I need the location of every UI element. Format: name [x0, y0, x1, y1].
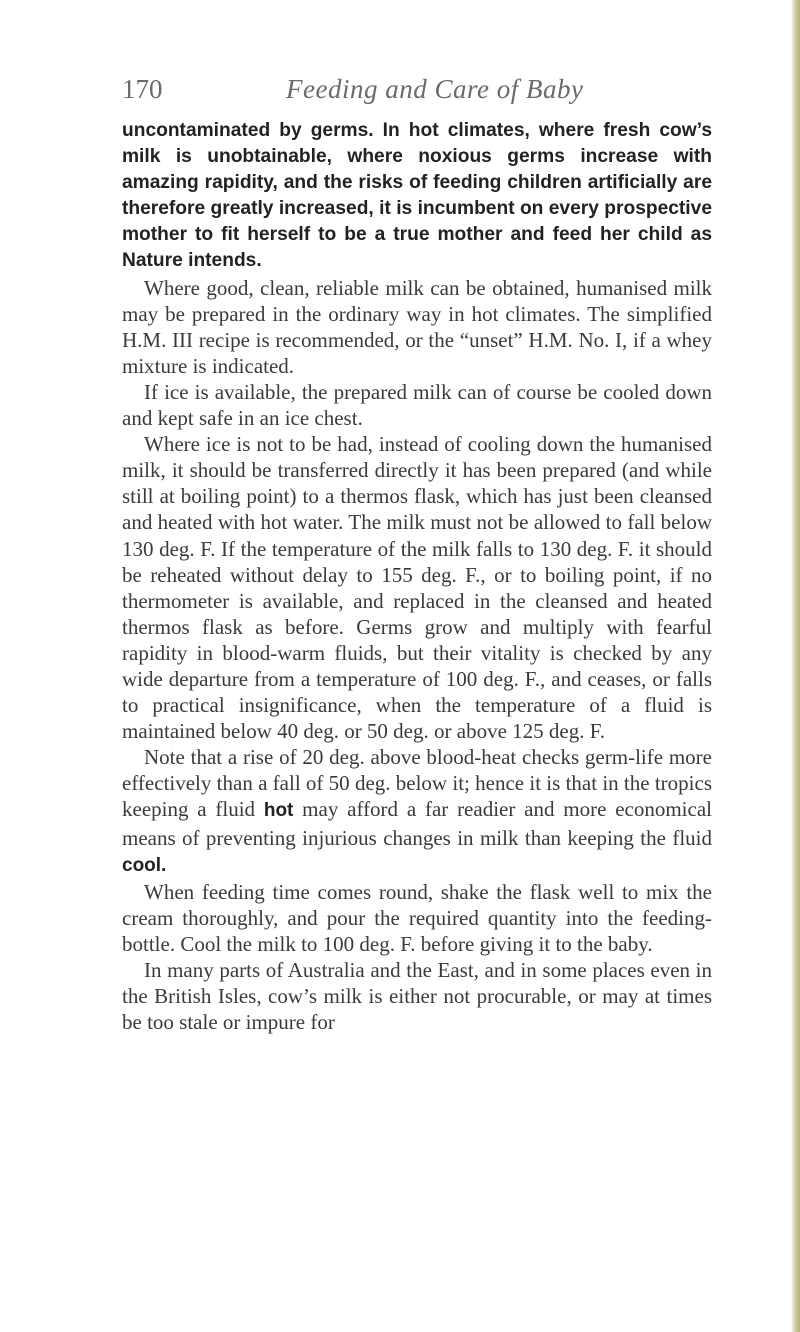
- paragraph: If ice is available, the prepared milk can of course be cooled down and kept safe in an ice chest.: [122, 379, 712, 431]
- paragraph-text: Note that a rise of 20 deg. above blood-heat checks germ-life more effectively than a fall of 50 deg. below it; hence it is that in the tropics keeping a fluid: [122, 745, 712, 822]
- running-title: Feeding and Care of Baby: [286, 74, 584, 104]
- page-number: 170: [122, 74, 163, 104]
- emphasis-cool: cool.: [122, 854, 167, 876]
- running-head: [122, 74, 712, 108]
- page-edge: [791, 0, 800, 1332]
- emphasis-hot: hot: [263, 800, 294, 822]
- paragraph: When feeding time comes round, shake the flask well to mix the cream thoroughly, and pour the required quantity into the feeding-bottle. Cool the milk to 100 deg. F. before giving it to the baby.: [122, 879, 712, 956]
- body-text: [122, 118, 712, 1035]
- paragraph: Where good, clean, reliable milk can be obtained, humanised milk may be prepared in the ordinary way in hot climates. The simplified H.M. III recipe is recommended, or the “unset” H.M. No. I, if a whey mixture is indicated.: [122, 275, 712, 378]
- paragraph-continuation: uncontaminated by germs. In hot climates, where fresh cow’s milk is unobtainable, where noxious germs increase with amazing rapidity, and the risks of feeding children artificially are therefore greatly increased, it is incumbent on every prospective mother to fit herself to be a true mother and feed her child as Nature intends.: [122, 120, 712, 272]
- paragraph: In many parts of Australia and the East, and in some places even in the British Isles, cow’s milk is either not procurable, or may at times be too stale or impure for: [122, 958, 712, 1035]
- paragraph: [122, 744, 712, 878]
- paragraph-text: may afford a far readier and more economical means of preventing injurious changes in milk than keeping the fluid: [122, 797, 712, 850]
- paragraph: Where ice is not to be had, instead of cooling down the humanised milk, it should be transferred directly it has been prepared (and while still at boiling point) to a thermos flask, which has just been cleansed and heated with hot water. The milk must not be allowed to fall below 130 deg. F. If the temperature of the milk falls to 130 deg. F. it should be reheated without delay to 155 deg. F., or to boiling point, if no thermometer is available, and replaced in the cleansed and heated thermos flask as before. Germs grow and multiply with fearful rapidity in blood-warm fluids, but their vitality is checked by any wide departure from a temperature of 100 deg. F., and ceases, or falls to practical insignificance, when the temperature of a fluid is maintained below 40 deg. or 50 deg. or above 125 deg. F.: [122, 432, 712, 744]
